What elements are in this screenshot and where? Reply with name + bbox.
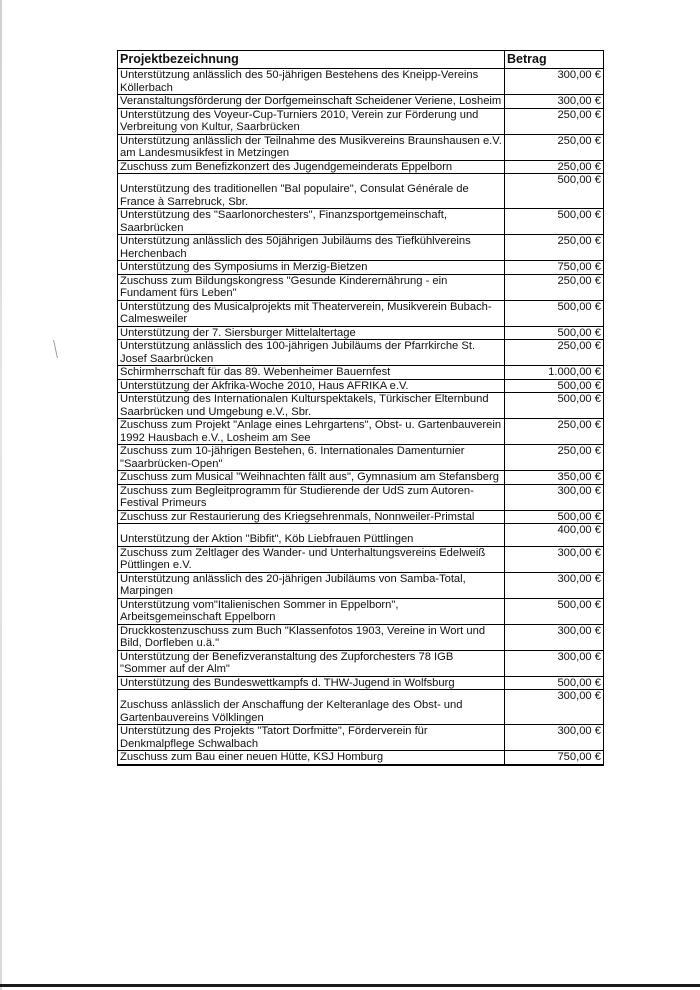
amount-value: 500,00 € bbox=[505, 379, 604, 393]
project-description: Schirmherrschaft für das 89. Webenheimer Bauernfest bbox=[118, 366, 505, 380]
project-description: Zuschuss zum Musical "Weihnachten fällt aus", Gymnasium am Stefansberg bbox=[118, 471, 505, 485]
amount-value: 250,00 € bbox=[505, 419, 604, 445]
amount-value: 400,00 € bbox=[505, 524, 604, 547]
amount-value: 750,00 € bbox=[505, 261, 604, 275]
scan-bottom-edge bbox=[0, 984, 700, 987]
table-row bbox=[118, 598, 604, 624]
project-description: Unterstützung des Internationalen Kulturspektakels, Türkischer Elternbund Saarbrücken und Umgebung e.V., Sbr. bbox=[118, 393, 505, 419]
table-row bbox=[118, 690, 604, 725]
table-row bbox=[118, 572, 604, 598]
table-row bbox=[118, 471, 604, 485]
header-project: Projektbezeichnung bbox=[118, 51, 505, 69]
project-description: Unterstützung des Musicalprojekts mit Theaterverein, Musikverein Bubach-Calmesweiler bbox=[118, 300, 505, 326]
amount-value: 500,00 € bbox=[505, 393, 604, 419]
table-row bbox=[118, 261, 604, 275]
scan-artifact bbox=[53, 340, 59, 358]
project-description: Unterstützung der Akfrika-Woche 2010, Haus AFRIKA e.V. bbox=[118, 379, 505, 393]
project-description: Unterstützung anlässlich der Teilnahme des Musikvereins Braunshausen e.V. am Landesmusikfest in Metzingen bbox=[118, 134, 505, 160]
amount-value: 350,00 € bbox=[505, 471, 604, 485]
amount-value: 500,00 € bbox=[505, 326, 604, 340]
project-description: Druckkostenzuschuss zum Buch "Klassenfotos 1903, Vereine in Wort und Bild, Dorfleben u.ä." bbox=[118, 624, 505, 650]
amount-value: 300,00 € bbox=[505, 572, 604, 598]
project-description: Zuschuss zum Bildungskongress "Gesunde Kinderernährung - ein Fundament fürs Leben" bbox=[118, 274, 505, 300]
table-row bbox=[118, 393, 604, 419]
amount-value: 300,00 € bbox=[505, 95, 604, 109]
amount-value: 300,00 € bbox=[505, 725, 604, 751]
amount-value: 300,00 € bbox=[505, 650, 604, 676]
project-description: Zuschuss zum 10-jährigen Bestehen, 6. Internationales Damenturnier "Saarbrücken-Open" bbox=[118, 445, 505, 471]
project-description: Zuschuss zum Zeltlager des Wander- und Unterhaltungsvereins Edelweiß Püttlingen e.V. bbox=[118, 546, 505, 572]
amount-value: 750,00 € bbox=[505, 751, 604, 765]
table-row bbox=[118, 624, 604, 650]
amount-value: 300,00 € bbox=[505, 624, 604, 650]
table-row bbox=[118, 524, 604, 547]
table-row bbox=[118, 174, 604, 209]
project-description: Zuschuss zum Benefizkonzert des Jugendgemeinderats Eppelborn bbox=[118, 160, 505, 174]
amount-value: 250,00 € bbox=[505, 274, 604, 300]
amount-value: 500,00 € bbox=[505, 598, 604, 624]
header-amount: Betrag bbox=[505, 51, 604, 69]
project-description: Zuschuss zur Restaurierung des Kriegsehrenmals, Nonnweiler-Primstal bbox=[118, 510, 505, 524]
amount-value: 250,00 € bbox=[505, 134, 604, 160]
table-row bbox=[118, 445, 604, 471]
table-row bbox=[118, 326, 604, 340]
table-row bbox=[118, 300, 604, 326]
amount-value: 500,00 € bbox=[505, 174, 604, 209]
project-description: Unterstützung des Bundeswettkampfs d. THW-Jugend in Wolfsburg bbox=[118, 676, 505, 690]
project-description: Zuschuss zum Begleitprogramm für Studierende der UdS zum Autoren-Festival Primeurs bbox=[118, 484, 505, 510]
table-row bbox=[118, 108, 604, 134]
amount-value: 300,00 € bbox=[505, 690, 604, 725]
amount-value: 250,00 € bbox=[505, 340, 604, 366]
table-row bbox=[118, 546, 604, 572]
table-row bbox=[118, 650, 604, 676]
table-row bbox=[118, 95, 604, 109]
table-row bbox=[118, 751, 604, 765]
table-row bbox=[118, 379, 604, 393]
amount-value: 250,00 € bbox=[505, 160, 604, 174]
table-row bbox=[118, 69, 604, 95]
table-row bbox=[118, 235, 604, 261]
funding-table bbox=[117, 50, 604, 766]
project-description: Unterstützung des Symposiums in Merzig-Bietzen bbox=[118, 261, 505, 275]
project-description: Unterstützung der Aktion "Bibfit", Köb Liebfrauen Püttlingen bbox=[118, 524, 505, 547]
table-row bbox=[118, 676, 604, 690]
amount-value: 500,00 € bbox=[505, 209, 604, 235]
project-description: Veranstaltungsförderung der Dorfgemeinschaft Scheidener Veriene, Losheim bbox=[118, 95, 505, 109]
project-description: Unterstützung vom"Italienischen Sommer in Eppelborn", Arbeitsgemeinschaft Eppelborn bbox=[118, 598, 505, 624]
table-row bbox=[118, 340, 604, 366]
project-description: Unterstützung des Projekts "Tatort Dorfmitte", Förderverein für Denkmalpflege Schwalbach bbox=[118, 725, 505, 751]
project-description: Unterstützung anlässlich des 50jährigen Jubiläums des Tiefkühlvereins Herchenbach bbox=[118, 235, 505, 261]
table-row bbox=[118, 209, 604, 235]
amount-value: 1.000,00 € bbox=[505, 366, 604, 380]
scan-edge bbox=[0, 0, 2, 990]
amount-value: 300,00 € bbox=[505, 484, 604, 510]
amount-value: 250,00 € bbox=[505, 235, 604, 261]
project-description: Unterstützung des traditionellen "Bal populaire", Consulat Générale de France à Sarrebruck, Sbr. bbox=[118, 174, 505, 209]
table-header-row bbox=[118, 51, 604, 69]
amount-value: 500,00 € bbox=[505, 510, 604, 524]
table-row bbox=[118, 134, 604, 160]
table-row bbox=[118, 274, 604, 300]
amount-value: 250,00 € bbox=[505, 108, 604, 134]
project-description: Unterstützung anlässlich des 100-jährigen Jubiläums der Pfarrkirche St. Josef Saarbrücken bbox=[118, 340, 505, 366]
project-description: Unterstützung der 7. Siersburger Mittelaltertage bbox=[118, 326, 505, 340]
table-row bbox=[118, 484, 604, 510]
table-row bbox=[118, 160, 604, 174]
project-description: Zuschuss zum Projekt "Anlage eines Lehrgartens", Obst- u. Gartenbauverein 1992 Hausbach e.V., Losheim am See bbox=[118, 419, 505, 445]
project-description: Unterstützung der Benefizveranstaltung des Zupforchesters 78 IGB "Sommer auf der Alm" bbox=[118, 650, 505, 676]
table-row bbox=[118, 725, 604, 751]
project-description: Zuschuss zum Bau einer neuen Hütte, KSJ Homburg bbox=[118, 751, 505, 765]
amount-value: 500,00 € bbox=[505, 676, 604, 690]
amount-value: 250,00 € bbox=[505, 445, 604, 471]
project-description: Unterstützung anlässlich des 20-jährigen Jubiläums von Samba-Total, Marpingen bbox=[118, 572, 505, 598]
project-description: Unterstützung des "Saarlonorchesters", Finanzsportgemeinschaft, Saarbrücken bbox=[118, 209, 505, 235]
project-description: Unterstützung anlässlich des 50-jährigen Bestehens des Kneipp-Vereins Köllerbach bbox=[118, 69, 505, 95]
amount-value: 500,00 € bbox=[505, 300, 604, 326]
project-description: Unterstützung des Voyeur-Cup-Turniers 2010, Verein zur Förderung und Verbreitung von Kultur, Saarbrücken bbox=[118, 108, 505, 134]
project-description: Zuschuss anlässlich der Anschaffung der Kelteranlage des Obst- und Gartenbauvereins Völklingen bbox=[118, 690, 505, 725]
table-body bbox=[118, 69, 604, 765]
amount-value: 300,00 € bbox=[505, 69, 604, 95]
table-row bbox=[118, 419, 604, 445]
amount-value: 300,00 € bbox=[505, 546, 604, 572]
table-row bbox=[118, 366, 604, 380]
table-row bbox=[118, 510, 604, 524]
